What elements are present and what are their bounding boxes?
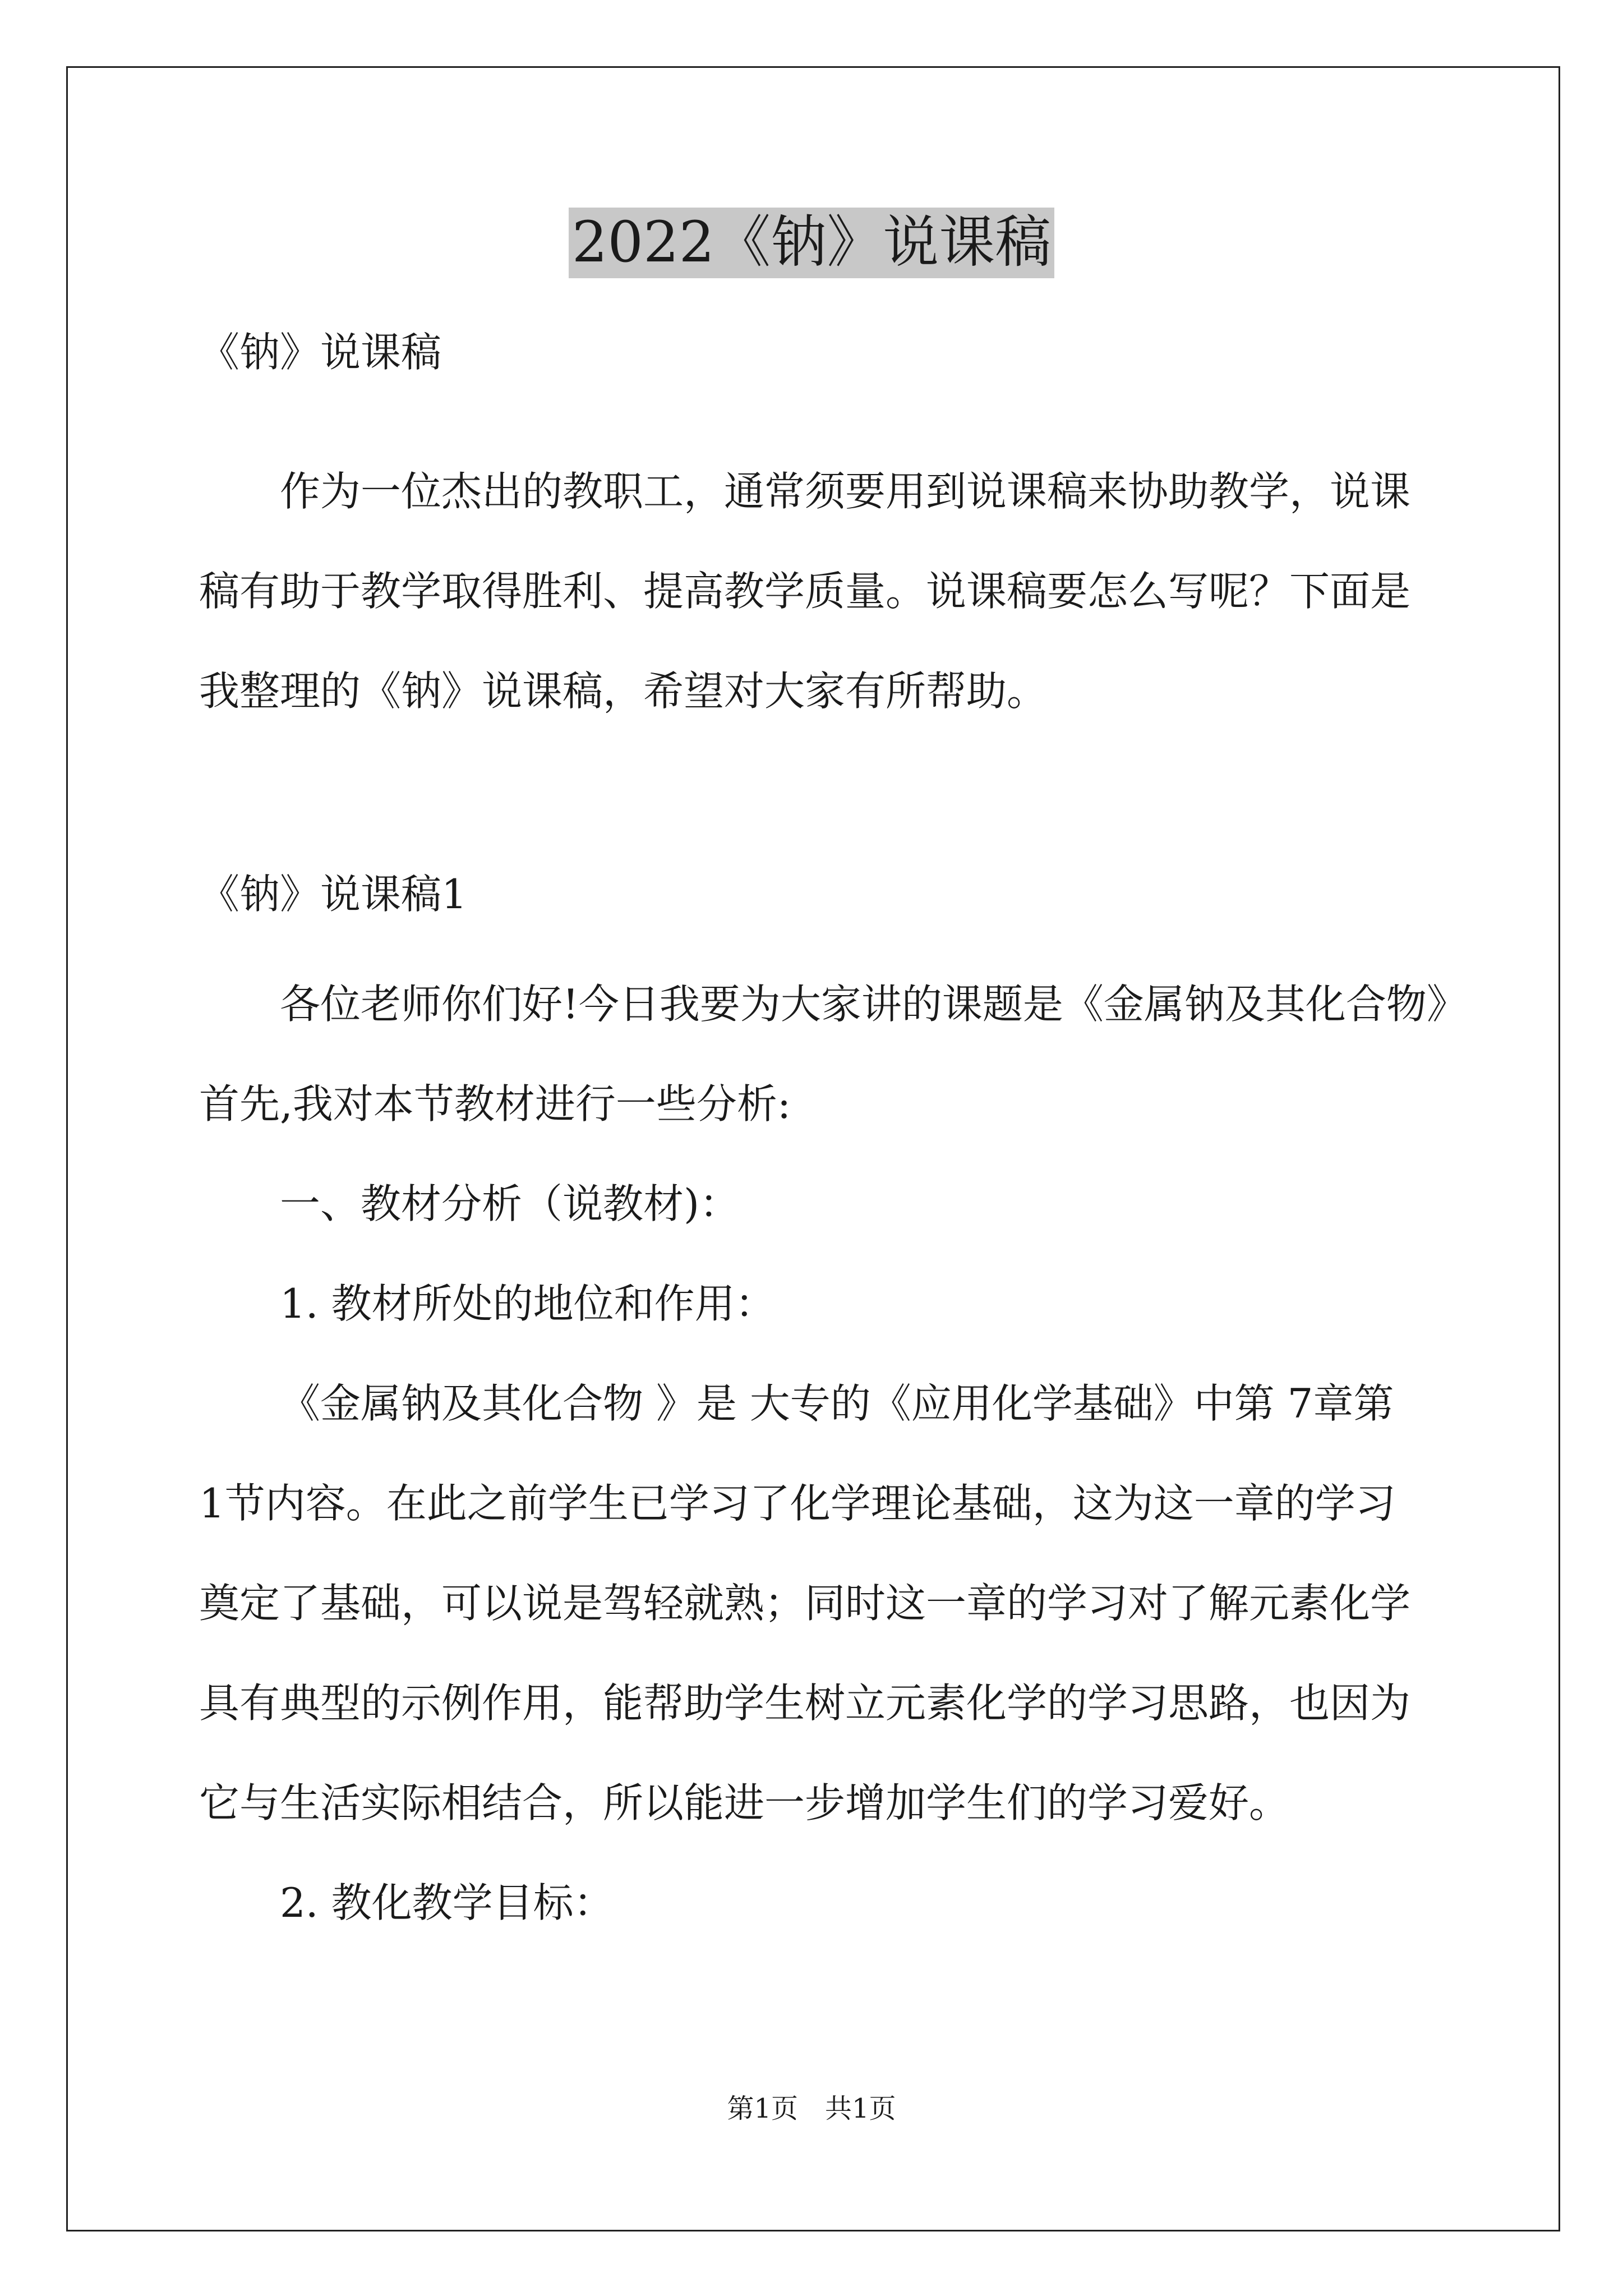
- section-heading: 《钠》说课稿1: [199, 871, 467, 918]
- page-number-footer: 第1页 共1页: [727, 2093, 896, 2124]
- section-line-9: 它与生活实际相结合，所以能进一步增加学生们的学习爱好。: [199, 1779, 1290, 1826]
- section-line-5: 《金属钠及其化合物 》是 大专的《应用化学基础》中第 7章第: [280, 1380, 1394, 1427]
- intro-line-3: 我整理的《钠》说课稿，希望对大家有所帮助。: [199, 668, 1048, 715]
- document-subtitle: 《钠》说课稿: [199, 329, 442, 376]
- intro-line-1: 作为一位杰出的教职工，通常须要用到说课稿来协助教学，说课: [280, 468, 1411, 515]
- section-line-8: 具有典型的示例作用，能帮助学生树立元素化学的学习思路，也因为: [199, 1680, 1411, 1727]
- document-title: 2022《钠》说课稿: [569, 208, 1055, 278]
- section-line-1: 各位老师你们好!今日我要为大家讲的课题是《金属钠及其化合物》: [280, 981, 1467, 1028]
- section-line-3: 一、教材分析（说教材)：: [280, 1180, 740, 1227]
- section-line-4: 1. 教材所处的地位和作用：: [280, 1280, 776, 1327]
- section-line-10: 2. 教化教学目标：: [280, 1879, 614, 1926]
- document-body: [199, 329, 1467, 1926]
- section-line-6: 1节内容。在此之前学生已学习了化学理论基础，这为这一章的学习: [199, 1480, 1396, 1527]
- document-title-wrap: [0, 208, 1623, 278]
- intro-line-2: 稿有助于教学取得胜利、提高教学质量。说课稿要怎么写呢？下面是: [199, 568, 1411, 615]
- section-line-2: 首先,我对本节教材进行一些分析:: [199, 1080, 791, 1128]
- section-line-7: 奠定了基础，可以说是驾轻就熟；同时这一章的学习对了解元素化学: [199, 1580, 1411, 1627]
